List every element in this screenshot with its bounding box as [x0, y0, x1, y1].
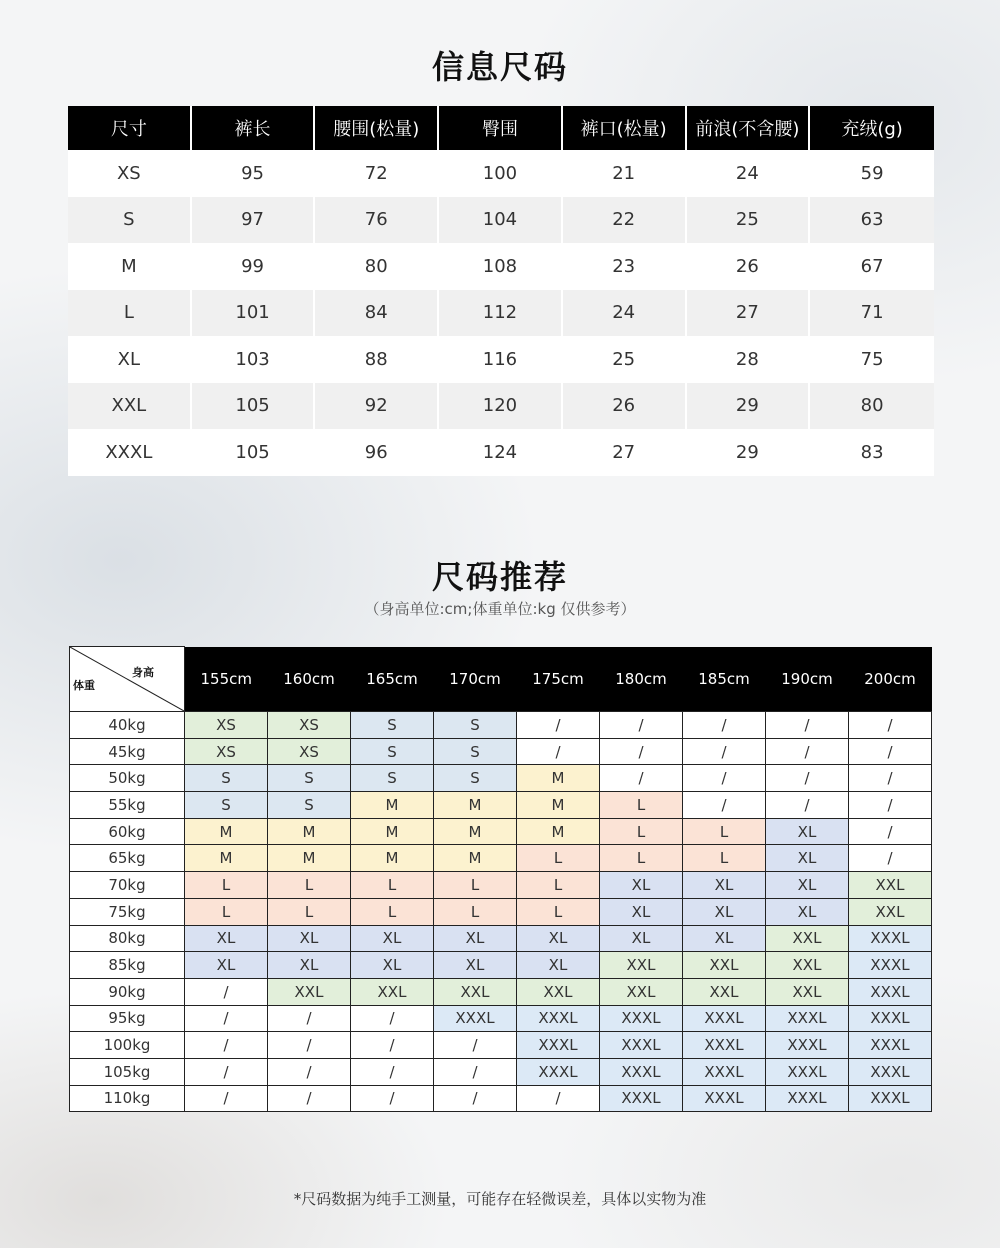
- recommended-size-cell: /: [766, 765, 849, 792]
- recommended-size-cell: XXXL: [766, 1058, 849, 1085]
- recommended-size-cell: S: [268, 792, 351, 819]
- recommended-size-cell: /: [268, 1032, 351, 1059]
- size-info-row: [68, 197, 934, 244]
- size-value-cell: 96: [315, 429, 439, 476]
- size-value-cell: 103: [192, 336, 316, 383]
- size-info-row: [68, 290, 934, 337]
- size-value-cell: 83: [810, 429, 934, 476]
- corner-weight-label: 体重: [73, 679, 95, 692]
- recommended-size-cell: XXXL: [849, 1058, 932, 1085]
- recommended-size-cell: /: [351, 1058, 434, 1085]
- size-label-cell: XL: [68, 336, 192, 383]
- recommended-size-cell: /: [185, 1032, 268, 1059]
- recommended-size-cell: XL: [351, 952, 434, 979]
- size-value-cell: 76: [315, 197, 439, 244]
- recommended-size-cell: /: [766, 738, 849, 765]
- recommended-size-cell: XS: [185, 738, 268, 765]
- recommended-size-cell: XXXL: [600, 1058, 683, 1085]
- size-value-cell: 26: [563, 383, 687, 430]
- height-header-row: [70, 647, 932, 712]
- recommended-size-cell: /: [351, 1005, 434, 1032]
- weight-label-cell: 75kg: [70, 898, 185, 925]
- recommended-size-cell: /: [185, 1085, 268, 1112]
- recommended-size-cell: XXXL: [766, 1005, 849, 1032]
- recommended-size-cell: /: [849, 712, 932, 739]
- recommended-size-cell: XXXL: [766, 1032, 849, 1059]
- size-value-cell: 120: [439, 383, 563, 430]
- weight-row: [70, 898, 932, 925]
- recommended-size-cell: XL: [683, 925, 766, 952]
- size-info-header-cell: 裤长: [192, 106, 316, 150]
- recommended-size-cell: XXXL: [683, 1085, 766, 1112]
- size-info-header-cell: 前浪(不含腰): [687, 106, 811, 150]
- recommended-size-cell: L: [600, 845, 683, 872]
- recommended-size-cell: /: [517, 712, 600, 739]
- recommended-size-cell: M: [351, 792, 434, 819]
- height-header-cell: 180cm: [600, 647, 683, 712]
- size-value-cell: 63: [810, 197, 934, 244]
- weight-label-cell: 50kg: [70, 765, 185, 792]
- weight-row: [70, 765, 932, 792]
- recommended-size-cell: /: [434, 1085, 517, 1112]
- recommended-size-cell: XL: [683, 872, 766, 899]
- recommended-size-cell: L: [268, 872, 351, 899]
- recommended-size-cell: XL: [766, 898, 849, 925]
- recommended-size-cell: XXXL: [849, 978, 932, 1005]
- recommended-size-cell: L: [600, 792, 683, 819]
- height-header-cell: 155cm: [185, 647, 268, 712]
- recommended-size-cell: L: [434, 898, 517, 925]
- size-value-cell: 25: [687, 197, 811, 244]
- recommended-size-cell: XXL: [600, 952, 683, 979]
- recommended-size-cell: XL: [268, 952, 351, 979]
- recommended-size-cell: /: [185, 978, 268, 1005]
- size-info-row: [68, 150, 934, 197]
- recommended-size-cell: /: [683, 765, 766, 792]
- recommended-size-cell: M: [185, 845, 268, 872]
- recommended-size-cell: XXXL: [600, 1085, 683, 1112]
- weight-label-cell: 70kg: [70, 872, 185, 899]
- recommended-size-cell: M: [268, 845, 351, 872]
- size-label-cell: XS: [68, 150, 192, 197]
- recommended-size-cell: XL: [766, 818, 849, 845]
- recommended-size-cell: /: [185, 1058, 268, 1085]
- weight-row: [70, 738, 932, 765]
- recommended-size-cell: XXXL: [683, 1005, 766, 1032]
- size-value-cell: 29: [687, 383, 811, 430]
- size-label-cell: XXL: [68, 383, 192, 430]
- size-value-cell: 99: [192, 243, 316, 290]
- size-info-title: 信息尺码: [431, 48, 568, 86]
- recommended-size-cell: XS: [268, 712, 351, 739]
- recommended-size-cell: L: [185, 898, 268, 925]
- recommended-size-cell: M: [517, 792, 600, 819]
- recommended-size-cell: L: [600, 818, 683, 845]
- recommended-size-cell: XXL: [766, 952, 849, 979]
- recommended-size-cell: /: [849, 792, 932, 819]
- size-value-cell: 23: [563, 243, 687, 290]
- size-info-table: [68, 106, 934, 476]
- size-value-cell: 24: [563, 290, 687, 337]
- recommended-size-cell: XXXL: [517, 1005, 600, 1032]
- size-value-cell: 21: [563, 150, 687, 197]
- size-value-cell: 59: [810, 150, 934, 197]
- recommended-size-cell: XL: [766, 872, 849, 899]
- weight-label-cell: 80kg: [70, 925, 185, 952]
- recommended-size-cell: XXL: [351, 978, 434, 1005]
- size-value-cell: 72: [315, 150, 439, 197]
- recommended-size-cell: S: [185, 792, 268, 819]
- size-value-cell: 28: [687, 336, 811, 383]
- size-value-cell: 29: [687, 429, 811, 476]
- corner-header-cell: [70, 647, 185, 712]
- weight-row: [70, 712, 932, 739]
- size-recommend-title: 尺码推荐: [431, 558, 568, 596]
- size-recommend-table: [69, 646, 932, 1112]
- recommended-size-cell: XXXL: [683, 1058, 766, 1085]
- recommended-size-cell: XXXL: [600, 1005, 683, 1032]
- recommended-size-cell: XXL: [517, 978, 600, 1005]
- recommended-size-cell: M: [268, 818, 351, 845]
- weight-row: [70, 925, 932, 952]
- size-label-cell: L: [68, 290, 192, 337]
- recommended-size-cell: L: [351, 898, 434, 925]
- size-value-cell: 71: [810, 290, 934, 337]
- size-value-cell: 116: [439, 336, 563, 383]
- size-info-row: [68, 429, 934, 476]
- recommended-size-cell: L: [268, 898, 351, 925]
- recommended-size-cell: /: [434, 1032, 517, 1059]
- recommended-size-cell: XL: [600, 872, 683, 899]
- recommended-size-cell: S: [434, 765, 517, 792]
- recommended-size-cell: S: [351, 712, 434, 739]
- recommended-size-cell: S: [351, 765, 434, 792]
- recommended-size-cell: XL: [185, 952, 268, 979]
- weight-label-cell: 45kg: [70, 738, 185, 765]
- recommended-size-cell: S: [268, 765, 351, 792]
- size-info-row: [68, 383, 934, 430]
- recommended-size-cell: M: [517, 765, 600, 792]
- recommended-size-cell: L: [683, 845, 766, 872]
- recommended-size-cell: XXL: [268, 978, 351, 1005]
- recommended-size-cell: M: [351, 818, 434, 845]
- recommended-size-cell: /: [683, 792, 766, 819]
- size-label-cell: XXXL: [68, 429, 192, 476]
- recommended-size-cell: XXXL: [517, 1032, 600, 1059]
- recommended-size-cell: XL: [517, 925, 600, 952]
- recommended-size-cell: /: [683, 712, 766, 739]
- recommended-size-cell: XXL: [683, 978, 766, 1005]
- size-info-header-cell: 腰围(松量): [315, 106, 439, 150]
- recommended-size-cell: XL: [766, 845, 849, 872]
- size-value-cell: 108: [439, 243, 563, 290]
- size-value-cell: 100: [439, 150, 563, 197]
- size-info-row: [68, 336, 934, 383]
- recommended-size-cell: L: [517, 872, 600, 899]
- size-value-cell: 105: [192, 429, 316, 476]
- size-info-header-row: [68, 106, 934, 150]
- size-value-cell: 67: [810, 243, 934, 290]
- recommended-size-cell: L: [351, 872, 434, 899]
- weight-row: [70, 818, 932, 845]
- recommended-size-cell: XXXL: [849, 1085, 932, 1112]
- weight-label-cell: 105kg: [70, 1058, 185, 1085]
- recommended-size-cell: S: [434, 712, 517, 739]
- size-value-cell: 80: [315, 243, 439, 290]
- size-value-cell: 25: [563, 336, 687, 383]
- recommended-size-cell: M: [434, 792, 517, 819]
- recommended-size-cell: M: [517, 818, 600, 845]
- recommended-size-cell: XXL: [849, 898, 932, 925]
- recommended-size-cell: XL: [434, 925, 517, 952]
- weight-label-cell: 95kg: [70, 1005, 185, 1032]
- height-header-cell: 200cm: [849, 647, 932, 712]
- recommended-size-cell: XXL: [683, 952, 766, 979]
- recommended-size-cell: /: [849, 738, 932, 765]
- recommended-size-cell: XXXL: [766, 1085, 849, 1112]
- recommended-size-cell: L: [434, 872, 517, 899]
- recommended-size-cell: XXXL: [434, 1005, 517, 1032]
- recommended-size-cell: XL: [517, 952, 600, 979]
- recommended-size-cell: /: [600, 712, 683, 739]
- recommended-size-cell: XL: [185, 925, 268, 952]
- weight-row: [70, 952, 932, 979]
- weight-label-cell: 110kg: [70, 1085, 185, 1112]
- recommended-size-cell: /: [766, 792, 849, 819]
- recommended-size-cell: M: [434, 818, 517, 845]
- size-value-cell: 92: [315, 383, 439, 430]
- recommended-size-cell: XS: [268, 738, 351, 765]
- weight-label-cell: 65kg: [70, 845, 185, 872]
- recommended-size-cell: L: [517, 898, 600, 925]
- size-value-cell: 112: [439, 290, 563, 337]
- size-value-cell: 104: [439, 197, 563, 244]
- size-value-cell: 26: [687, 243, 811, 290]
- recommended-size-cell: XXXL: [849, 925, 932, 952]
- recommended-size-cell: L: [185, 872, 268, 899]
- size-value-cell: 27: [687, 290, 811, 337]
- weight-label-cell: 60kg: [70, 818, 185, 845]
- footnote: *尺码数据为纯手工测量，可能存在轻微误差，具体以实物为准: [293, 1190, 707, 1208]
- recommended-size-cell: /: [849, 845, 932, 872]
- size-value-cell: 75: [810, 336, 934, 383]
- recommended-size-cell: XXL: [434, 978, 517, 1005]
- recommended-size-cell: XXL: [600, 978, 683, 1005]
- size-value-cell: 84: [315, 290, 439, 337]
- recommended-size-cell: XXXL: [600, 1032, 683, 1059]
- recommended-size-cell: /: [766, 712, 849, 739]
- recommended-size-cell: /: [268, 1058, 351, 1085]
- size-value-cell: 22: [563, 197, 687, 244]
- recommended-size-cell: /: [683, 738, 766, 765]
- weight-row: [70, 978, 932, 1005]
- weight-label-cell: 100kg: [70, 1032, 185, 1059]
- recommended-size-cell: /: [849, 765, 932, 792]
- weight-row: [70, 1085, 932, 1112]
- height-header-cell: 185cm: [683, 647, 766, 712]
- recommended-size-cell: XL: [600, 925, 683, 952]
- recommended-size-cell: /: [434, 1058, 517, 1085]
- recommended-size-cell: M: [434, 845, 517, 872]
- height-header-cell: 165cm: [351, 647, 434, 712]
- height-header-cell: 170cm: [434, 647, 517, 712]
- recommended-size-cell: /: [185, 1005, 268, 1032]
- recommended-size-cell: M: [351, 845, 434, 872]
- recommended-size-cell: XXXL: [683, 1032, 766, 1059]
- recommended-size-cell: /: [268, 1005, 351, 1032]
- height-header-cell: 175cm: [517, 647, 600, 712]
- recommended-size-cell: S: [351, 738, 434, 765]
- recommended-size-cell: XS: [185, 712, 268, 739]
- recommended-size-cell: /: [517, 738, 600, 765]
- weight-label-cell: 85kg: [70, 952, 185, 979]
- recommended-size-cell: L: [683, 818, 766, 845]
- size-value-cell: 80: [810, 383, 934, 430]
- weight-row: [70, 1032, 932, 1059]
- size-value-cell: 97: [192, 197, 316, 244]
- size-value-cell: 101: [192, 290, 316, 337]
- size-value-cell: 124: [439, 429, 563, 476]
- size-info-header-cell: 尺寸: [68, 106, 192, 150]
- recommended-size-cell: XL: [351, 925, 434, 952]
- recommended-size-cell: /: [351, 1085, 434, 1112]
- recommended-size-cell: XL: [683, 898, 766, 925]
- recommended-size-cell: /: [849, 818, 932, 845]
- recommended-size-cell: XL: [268, 925, 351, 952]
- recommended-size-cell: S: [434, 738, 517, 765]
- weight-row: [70, 1058, 932, 1085]
- weight-label-cell: 55kg: [70, 792, 185, 819]
- recommended-size-cell: XL: [600, 898, 683, 925]
- recommended-size-cell: XXL: [849, 872, 932, 899]
- size-value-cell: 105: [192, 383, 316, 430]
- size-label-cell: M: [68, 243, 192, 290]
- recommended-size-cell: XL: [434, 952, 517, 979]
- weight-row: [70, 845, 932, 872]
- size-value-cell: 24: [687, 150, 811, 197]
- size-info-row: [68, 243, 934, 290]
- recommended-size-cell: XXXL: [849, 952, 932, 979]
- height-header-cell: 190cm: [766, 647, 849, 712]
- size-value-cell: 95: [192, 150, 316, 197]
- recommended-size-cell: XXXL: [849, 1032, 932, 1059]
- size-value-cell: 88: [315, 336, 439, 383]
- recommended-size-cell: M: [185, 818, 268, 845]
- corner-height-label: 身高: [132, 666, 154, 679]
- recommended-size-cell: L: [517, 845, 600, 872]
- recommended-size-cell: /: [351, 1032, 434, 1059]
- weight-label-cell: 40kg: [70, 712, 185, 739]
- size-info-header-cell: 臀围: [439, 106, 563, 150]
- recommended-size-cell: XXL: [766, 925, 849, 952]
- recommended-size-cell: XXXL: [517, 1058, 600, 1085]
- weight-row: [70, 1005, 932, 1032]
- weight-row: [70, 872, 932, 899]
- size-label-cell: S: [68, 197, 192, 244]
- recommended-size-cell: XXL: [766, 978, 849, 1005]
- size-recommend-subtitle: （身高单位:cm;体重单位:kg 仅供参考）: [364, 600, 636, 618]
- recommended-size-cell: S: [185, 765, 268, 792]
- recommended-size-cell: XXXL: [849, 1005, 932, 1032]
- size-value-cell: 27: [563, 429, 687, 476]
- weight-label-cell: 90kg: [70, 978, 185, 1005]
- recommended-size-cell: /: [600, 765, 683, 792]
- recommended-size-cell: /: [517, 1085, 600, 1112]
- recommended-size-cell: /: [268, 1085, 351, 1112]
- recommended-size-cell: /: [600, 738, 683, 765]
- weight-row: [70, 792, 932, 819]
- size-info-header-cell: 裤口(松量): [563, 106, 687, 150]
- size-info-header-cell: 充绒(g): [810, 106, 934, 150]
- height-header-cell: 160cm: [268, 647, 351, 712]
